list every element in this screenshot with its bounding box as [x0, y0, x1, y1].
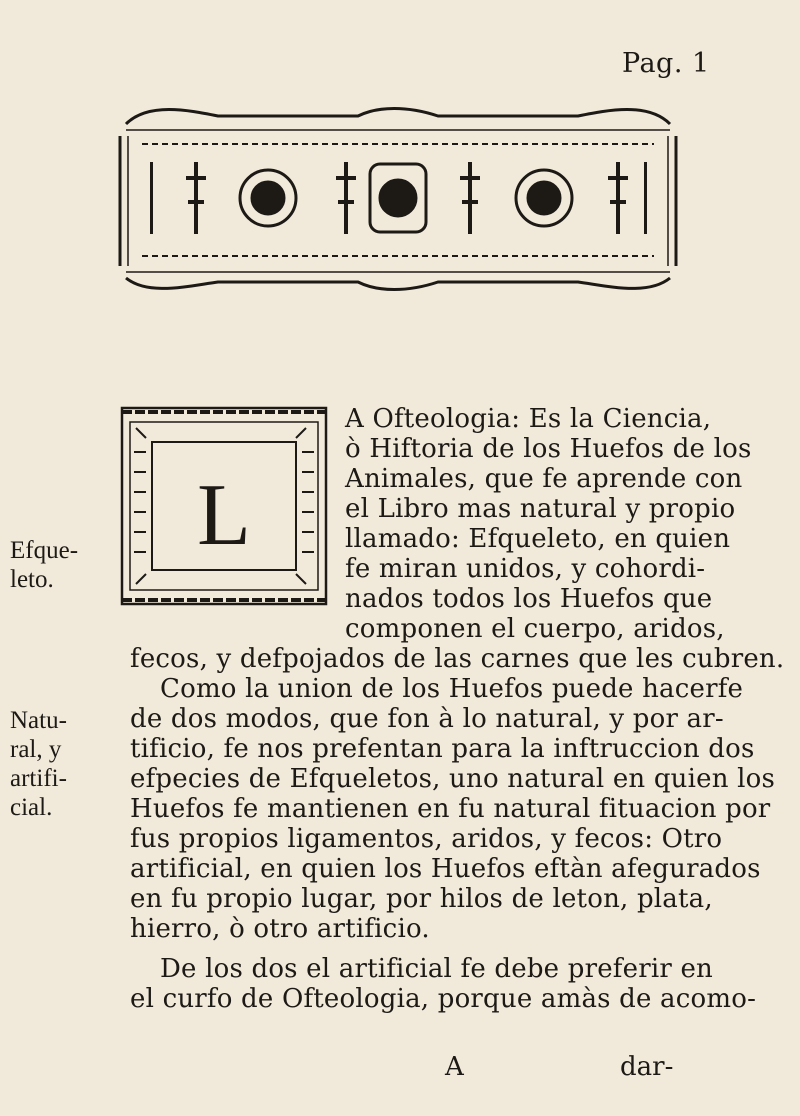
text-line: de dos modos, que fon à lo natural, y por ar-	[130, 704, 724, 734]
text-line: en fu propio lugar, por hilos de leton, plata,	[130, 884, 713, 914]
text-line: componen el cuerpo, aridos,	[345, 614, 725, 644]
text-line: artificial, en quien los Huefos eftàn afegurados	[130, 854, 761, 884]
signature-mark: A	[445, 1052, 464, 1082]
text-line: Animales, que fe aprende con	[345, 464, 743, 494]
initial-letter: L	[197, 467, 251, 564]
margin-note-line: Efque-	[10, 537, 79, 564]
text-line: llamado: Efqueleto, en quien	[345, 524, 731, 554]
text-line: tificio, fe nos prefentan para la inftruccion dos	[130, 734, 755, 764]
ornamental-headpiece	[108, 96, 688, 298]
margin-note-line: cial.	[10, 794, 53, 821]
margin-note-line: leto.	[10, 566, 54, 593]
text-line: A Ofteologia: Es la Ciencia,	[345, 404, 712, 434]
text-line: fecos, y defpojados de las carnes que les cubren.	[130, 644, 785, 674]
text-line: fe miran unidos, y cohordi-	[345, 554, 706, 584]
text-line: hierro, ò otro artificio.	[130, 914, 430, 944]
margin-note-esqueleto	[10, 536, 78, 594]
margin-note-line: Natu-	[10, 707, 67, 734]
page-number: Pag. 1	[622, 48, 710, 79]
text-line: fus propios ligamentos, aridos, y fecos: Otro	[130, 824, 723, 854]
text-line: Como la union de los Huefos puede hacerfe	[160, 674, 744, 704]
text-line: Huefos fe mantienen en fu natural fituacion por	[130, 794, 771, 824]
text-line: el Libro mas natural y propio	[345, 494, 736, 524]
catchword: dar-	[620, 1052, 674, 1082]
margin-note-natural-artificial	[10, 706, 67, 822]
text-line: ò Hiftoria de los Huefos de los	[345, 434, 752, 464]
text-line: efpecies de Efqueletos, uno natural en quien los	[130, 764, 776, 794]
margin-note-line: artifi-	[10, 765, 67, 792]
decorated-initial-frame	[116, 402, 332, 610]
margin-note-line: ral, y	[10, 736, 62, 763]
text-line: el curfo de Ofteologia, porque amàs de acomo-	[130, 984, 757, 1014]
text-line: De los dos el artificial fe debe preferir en	[160, 954, 713, 984]
headpiece-medallion-icons	[240, 164, 572, 232]
text-line: nados todos los Huefos que	[345, 584, 713, 614]
